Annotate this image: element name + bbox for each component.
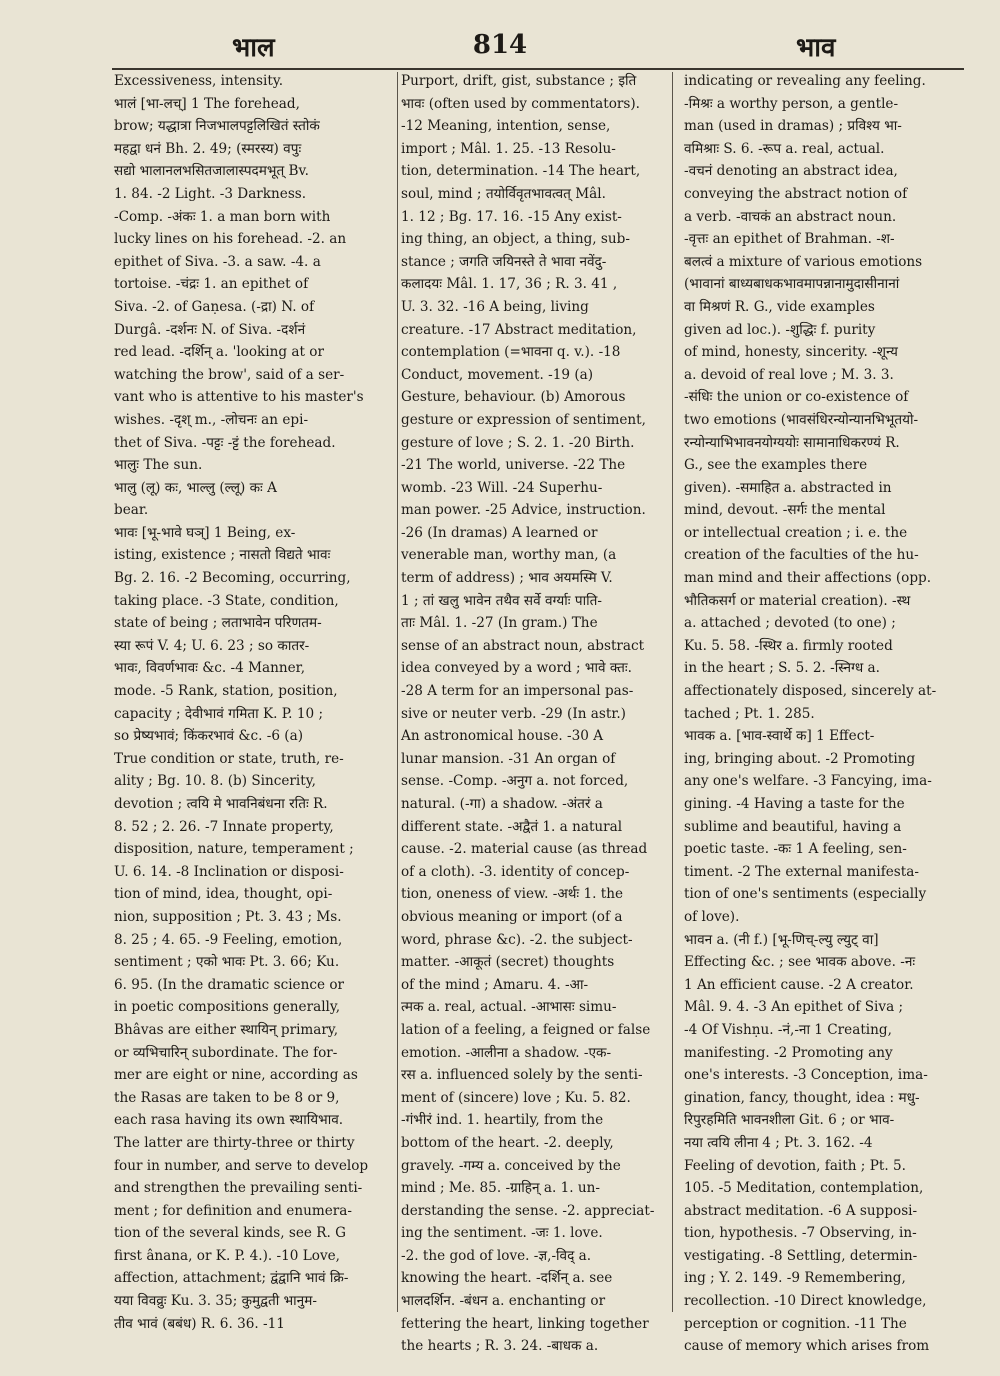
text-line: U. 6. 14. -8 Inclination or disposi-: [114, 863, 344, 880]
text-line: Feeling of devotion, faith ; Pt. 5.: [684, 1157, 906, 1174]
text-line: devotion ; त्वयि मे भावनिबंधना रतिः R.: [114, 796, 328, 812]
text-line: tortoise. -चंद्रः 1. an epithet of: [114, 276, 309, 293]
text-line: The latter are thirty-three or thirty: [114, 1134, 355, 1151]
text-line: the hearts ; R. 3. 24. -बाधक a.: [401, 1338, 599, 1355]
text-line: cause. -2. material cause (as thread: [401, 841, 648, 858]
text-line: soul, mind ; तयोर्विवृतभावत्वत् Mâl.: [401, 185, 606, 202]
text-line: lucky lines on his forehead. -2. an: [114, 231, 347, 248]
text-line: abstract meditation. -6 A supposi-: [684, 1202, 918, 1219]
text-line: derstanding the sense. -2. appreciat-: [401, 1202, 655, 1219]
right-headword: भाव: [796, 33, 836, 63]
text-line: man power. -25 Advice, instruction.: [401, 502, 646, 519]
text-line: of mind, honesty, sincerity. -शून्य: [684, 344, 898, 361]
text-line: tion, determination. -14 The heart,: [401, 163, 641, 180]
text-line: भौतिकसर्ग or material creation). -स्थ: [684, 592, 911, 609]
text-line: 1 ; तां खलु भावेन तथैव सर्वे वर्ग्याः पाति-: [401, 592, 602, 609]
text-line: tion of mind, idea, thought, opi-: [114, 886, 333, 903]
text-line: रन्योन्याभिभावनयोग्ययोः सामानाधिकरण्यं R.: [684, 434, 900, 451]
text-line: so प्रेष्यभावं; किंकरभावं &c. -6 (a): [114, 728, 304, 745]
text-line: 1. 12 ; Bg. 17. 16. -15 Any exist-: [401, 208, 622, 225]
text-line: lation of a feeling, a feigned or false: [401, 1021, 651, 1038]
text-line: one's interests. -3 Conception, ima-: [684, 1067, 928, 1084]
text-line: -26 (In dramas) A learned or: [401, 524, 598, 541]
text-line: महद्वा धनं Bh. 2. 49; (स्मरस्य) वपुः: [114, 140, 302, 157]
text-line: sentiment ; एको भावः Pt. 3. 66; Ku.: [114, 954, 340, 971]
text-line: stance ; जगति जयिनस्ते ते भावा नवेंदु-: [401, 253, 607, 270]
text-line: ing the sentiment. -जः 1. love.: [401, 1225, 603, 1242]
text-line: gesture of love ; S. 2. 1. -20 Birth.: [401, 434, 635, 451]
text-line: सद्यो भालानलभसितजालास्पदमभूत् Bv.: [114, 163, 309, 180]
text-line: in the heart ; S. 5. 2. -स्निग्ध a.: [684, 660, 880, 677]
text-line: or intellectual creation ; i. e. the: [684, 524, 908, 541]
text-line: Bhâvas are either स्थायिन् primary,: [114, 1021, 339, 1038]
text-line: नया त्वयि लीना 4 ; Pt. 3. 162. -4: [684, 1134, 873, 1151]
text-line: affection, attachment; द्वंद्वानि भावं क्रि-: [114, 1270, 349, 1287]
text-line: भावक a. [भाव-स्वार्थे क] 1 Effect-: [684, 728, 875, 745]
text-line: Conduct, movement. -19 (a): [401, 366, 594, 383]
text-line: Mâl. 9. 4. -3 An epithet of Siva ;: [684, 999, 904, 1016]
text-line: भालु (लू) कः, भाल्लु (ल्लू) कः A: [114, 479, 277, 496]
text-line: epithet of Siva. -3. a saw. -4. a: [114, 253, 321, 270]
text-line: contemplation (=भावना q. v.). -18: [401, 344, 621, 361]
text-line: G., see the examples there: [684, 457, 868, 474]
text-line: ing, bringing about. -2 Promoting: [684, 750, 916, 767]
text-line: 6. 95. (In the dramatic science or: [114, 976, 345, 993]
text-line: वा मिश्रणं R. G., vide examples: [684, 298, 875, 315]
text-line: poetic taste. -कः 1 A feeling, sen-: [684, 841, 907, 858]
text-line: wishes. -दृश् m., -लोचनः an epi-: [114, 411, 309, 428]
text-line: nion, supposition ; Pt. 3. 43 ; Ms.: [114, 908, 342, 925]
text-line: भालदर्शिन. -बंधन a. enchanting or: [401, 1293, 606, 1310]
text-line: gesture or expression of sentiment,: [401, 411, 646, 428]
text-column-3: [684, 70, 956, 1355]
text-line: Effecting &c. ; see भावक above. -नः: [684, 954, 916, 971]
text-column-1: [114, 70, 386, 1332]
text-line: भावः, विवर्णभावः &c. -4 Manner,: [114, 660, 306, 677]
text-line: रस a. influenced solely by the senti-: [401, 1067, 643, 1084]
text-line: capacity ; देवीभावं गमिता K. P. 10 ;: [114, 705, 324, 722]
text-line: tion of one's sentiments (especially: [684, 886, 927, 903]
text-line: indicating or revealing any feeling.: [684, 73, 926, 89]
text-line: tion, oneness of view. -अर्थः 1. the: [401, 886, 624, 903]
text-line: -28 A term for an impersonal pas-: [401, 683, 634, 700]
text-line: ing thing, an object, a thing, sub-: [401, 231, 630, 248]
text-line: gining. -4 Having a taste for the: [684, 796, 905, 812]
text-line: disposition, nature, temperament ;: [114, 841, 354, 858]
text-line: taking place. -3 State, condition,: [114, 592, 339, 609]
text-line: vant who is attentive to his master's: [114, 389, 364, 406]
text-line: two emotions (भावसंधिरन्योन्यानभिभूतयो-: [684, 411, 919, 428]
text-line: cause of memory which arises from: [684, 1338, 930, 1355]
text-line: each rasa having its own स्थायिभाव.: [114, 1112, 344, 1129]
text-line: sense of an abstract noun, abstract: [401, 637, 645, 654]
text-line: 1. 84. -2 Light. -3 Darkness.: [114, 185, 307, 202]
page-number: 814: [472, 30, 528, 60]
text-line: man (used in dramas) ; प्रविश्य भा-: [684, 118, 902, 135]
text-line: import ; Mâl. 1. 25. -13 Resolu-: [401, 140, 616, 157]
text-line: gination, fancy, thought, idea : मधु-: [684, 1089, 920, 1106]
text-line: state of being ; लताभावेन परिणतम-: [114, 615, 322, 632]
text-line: timent. -2 The external manifesta-: [684, 863, 919, 880]
text-line: bottom of the heart. -2. deeply,: [401, 1134, 614, 1151]
text-line: given ad loc.). -शुद्धिः f. purity: [684, 321, 876, 338]
text-line: recollection. -10 Direct knowledge,: [684, 1293, 927, 1310]
text-line: given). -समाहित a. abstracted in: [684, 479, 892, 496]
text-column-2: [401, 70, 673, 1355]
text-line: and strengthen the prevailing senti-: [114, 1180, 363, 1197]
text-line: in poetic compositions generally,: [114, 999, 341, 1016]
text-line: obvious meaning or import (of a: [401, 908, 623, 925]
text-line: emotion. -आलीना a shadow. -एक-: [401, 1044, 612, 1061]
text-line: -वृत्तः an epithet of Brahman. -श-: [684, 231, 895, 248]
text-line: -गंभीरं ind. 1. heartily, from the: [401, 1112, 604, 1129]
text-line: any one's welfare. -3 Fancying, ima-: [684, 773, 932, 790]
text-line: ality ; Bg. 10. 8. (b) Sincerity,: [114, 773, 316, 790]
text-line: bear.: [114, 502, 149, 519]
text-line: word, phrase &c). -2. the subject-: [401, 931, 633, 948]
text-line: ment of (sincere) love ; Ku. 5. 82.: [401, 1089, 631, 1106]
left-headword: भाल: [232, 33, 275, 63]
text-line: four in number, and serve to develop: [114, 1157, 369, 1174]
text-line: स्या रूपं V. 4; U. 6. 23 ; so कातर-: [114, 637, 310, 654]
text-line: Siva. -2. of Gaṇesa. (-द्रा) N. of: [114, 298, 315, 315]
text-line: Gesture, behaviour. (b) Amorous: [401, 389, 626, 406]
text-line: gravely. -गम्य a. conceived by the: [401, 1157, 621, 1174]
text-line: sense. -Comp. -अनुग a. not forced,: [401, 773, 629, 790]
text-line: कलादयः Mâl. 1. 17, 36 ; R. 3. 41 ,: [401, 276, 618, 293]
text-line: Ku. 5. 58. -स्थिर a. firmly rooted: [684, 637, 893, 654]
text-line: creation of the faculties of the hu-: [684, 547, 919, 564]
text-line: different state. -अद्वैतं 1. a natural: [401, 818, 623, 835]
text-line: man mind and their affections (opp.: [684, 570, 932, 587]
text-line: 8. 52 ; 2. 26. -7 Innate property,: [114, 818, 334, 835]
text-line: manifesting. -2 Promoting any: [684, 1044, 893, 1061]
text-line: isting, existence ; नासतो विद्यते भावः: [114, 547, 331, 564]
text-line: knowing the heart. -दर्शिन् a. see: [401, 1270, 613, 1287]
text-line: भावन a. (नी f.) [भू-णिच्-ल्यु ल्युट् वा]: [684, 931, 879, 948]
text-line: lunar mansion. -31 An organ of: [401, 750, 616, 767]
text-line: a. attached ; devoted (to one) ;: [684, 615, 896, 632]
text-line: or व्यभिचारिन् subordinate. The for-: [114, 1044, 338, 1061]
text-line: 105. -5 Meditation, contemplation,: [684, 1180, 924, 1197]
column-divider-1: [397, 72, 398, 1312]
running-header: [0, 28, 1000, 68]
text-line: first ânana, or K. P. 4.). -10 Love,: [114, 1247, 341, 1264]
text-line: vestigating. -8 Settling, determin-: [684, 1247, 918, 1264]
text-line: 1 An efficient cause. -2 A creator.: [684, 976, 914, 993]
text-line: thet of Siva. -पट्टः -ट्टं the forehead.: [114, 434, 336, 451]
text-line: ताः Mâl. 1. -27 (In gram.) The: [401, 615, 598, 632]
text-line: भालं [भा-लच्] 1 The forehead,: [114, 95, 300, 112]
text-line: Durgâ. -दर्शनः N. of Siva. -दर्शनं: [114, 321, 306, 338]
text-line: भालुः The sun.: [114, 457, 203, 474]
text-line: Bg. 2. 16. -2 Becoming, occurring,: [114, 570, 351, 587]
text-line: tached ; Pt. 1. 285.: [684, 705, 815, 722]
text-line: -4 Of Vishṇu. -नं,-ना 1 Creating,: [684, 1021, 892, 1038]
text-line: 8. 25 ; 4. 65. -9 Feeling, emotion,: [114, 931, 343, 948]
text-line: ing ; Y. 2. 149. -9 Remembering,: [684, 1270, 906, 1287]
text-line: red lead. -दर्शिन् a. 'looking at or: [114, 344, 324, 361]
text-line: womb. -23 Will. -24 Superhu-: [401, 479, 603, 496]
text-line: भावः (often used by commentators).: [401, 95, 640, 112]
text-line: -मिश्रः a worthy person, a gentle-: [684, 95, 899, 112]
text-line: mer are eight or nine, according as: [114, 1067, 358, 1084]
text-line: matter. -आकूतं (secret) thoughts: [401, 954, 615, 971]
text-line: ment ; for definition and enumera-: [114, 1202, 352, 1219]
text-line: -Comp. -अंकः 1. a man born with: [114, 208, 331, 225]
text-line: tion, hypothesis. -7 Observing, in-: [684, 1225, 917, 1242]
text-line: idea conveyed by a word ; भावे क्तः.: [401, 660, 632, 677]
text-line: वमिश्राः S. 6. -रूप a. real, actual.: [684, 140, 885, 157]
text-line: conveying the abstract notion of: [684, 185, 908, 202]
text-line: -21 The world, universe. -22 The: [401, 457, 626, 474]
text-line: Purport, drift, gist, substance ; इति: [401, 73, 637, 89]
text-line: of the mind ; Amaru. 4. -आ-: [401, 976, 589, 993]
text-line: of love).: [684, 908, 740, 925]
text-line: -12 Meaning, intention, sense,: [401, 118, 611, 135]
text-line: यया विवव्रुः Ku. 3. 35; कुमुद्वती भानुम-: [114, 1293, 317, 1310]
text-line: An astronomical house. -30 A: [401, 728, 604, 745]
text-line: बलत्वं a mixture of various emotions: [684, 253, 923, 270]
text-line: mind ; Me. 85. -ग्राहिन् a. 1. un-: [401, 1180, 600, 1197]
text-line: -वचनं denoting an abstract idea,: [684, 163, 898, 180]
text-line: perception or cognition. -11 The: [684, 1315, 907, 1332]
text-line: -2. the god of love. -ज्ञ,-विद् a.: [401, 1247, 592, 1264]
text-line: भावः [भू-भावे घञ्] 1 Being, ex-: [114, 524, 296, 541]
text-line: Excessiveness, intensity.: [114, 73, 284, 89]
text-line: a. devoid of real love ; M. 3. 3.: [684, 366, 894, 383]
text-line: fettering the heart, linking together: [401, 1315, 649, 1332]
text-line: a verb. -वाचकं an abstract noun.: [684, 208, 897, 225]
text-line: of a cloth). -3. identity of concep-: [401, 863, 630, 880]
text-line: तीव भावं (बबंध) R. 6. 36. -11: [114, 1315, 285, 1332]
text-line: mind, devout. -सर्गः the mental: [684, 502, 886, 519]
text-line: term of address) ; भाव अयमस्मि V.: [401, 570, 613, 587]
text-line: affectionately disposed, sincerely at-: [684, 683, 937, 700]
text-line: tion of the several kinds, see R. G: [114, 1225, 346, 1242]
text-line: True condition or state, truth, re-: [114, 750, 344, 767]
text-line: त्मक a. real, actual. -आभासः simu-: [401, 999, 617, 1016]
text-line: U. 3. 32. -16 A being, living: [401, 298, 589, 315]
text-line: mode. -5 Rank, station, position,: [114, 683, 338, 700]
text-line: venerable man, worthy man, (a: [401, 547, 617, 564]
text-line: (भावानां बाध्यबाधकभावमापन्नानामुदासीनानां: [684, 276, 900, 293]
text-line: natural. (-गा) a shadow. -अंतरं a: [401, 796, 603, 812]
text-line: watching the brow', said of a ser-: [114, 366, 345, 383]
text-line: sublime and beautiful, having a: [684, 818, 902, 835]
text-line: -संधिः the union or co-existence of: [684, 389, 909, 406]
text-line: रिपुरहमिति भावनशीला Git. 6 ; or भाव-: [684, 1112, 895, 1129]
text-line: creature. -17 Abstract meditation,: [401, 321, 637, 338]
text-line: sive or neuter verb. -29 (In astr.): [401, 705, 626, 722]
text-line: brow; यद्धात्रा निजभालपट्टलिखितं स्तोकं: [114, 118, 320, 135]
text-line: the Rasas are taken to be 8 or 9,: [114, 1089, 340, 1106]
